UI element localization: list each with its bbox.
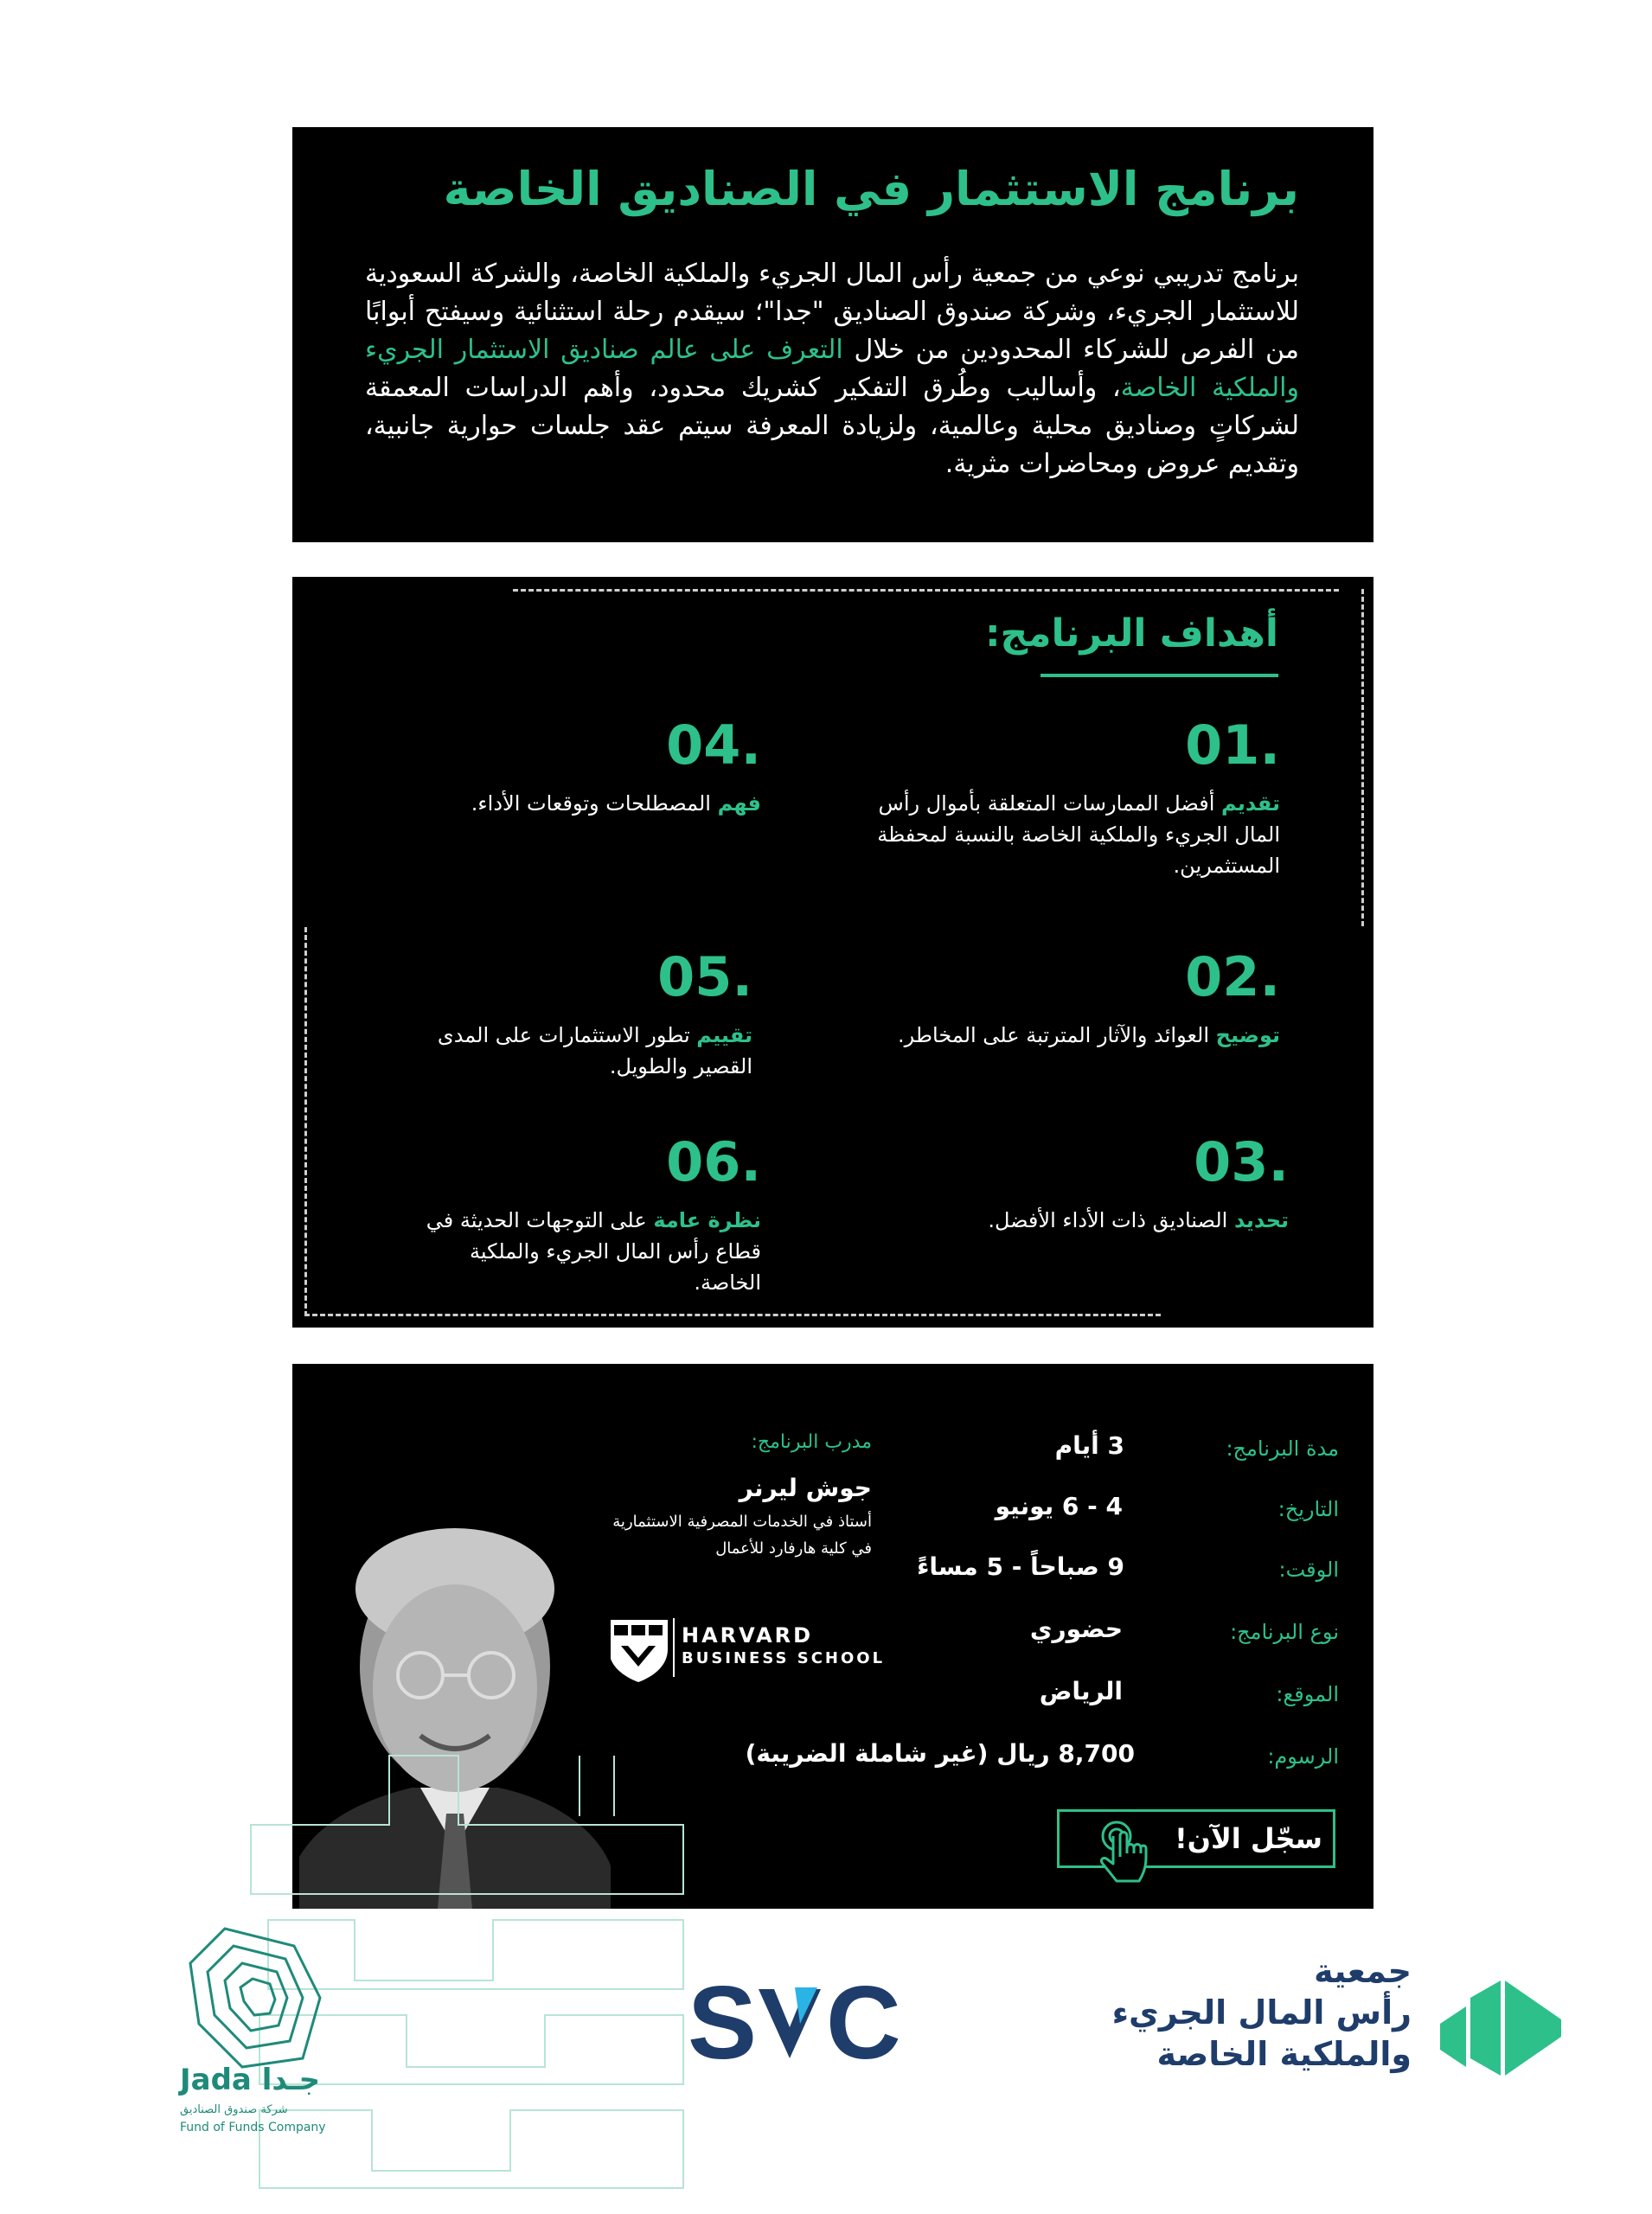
goal-item-05 xyxy=(407,947,752,1082)
detail-value: 4 - 6 يونيو xyxy=(995,1492,1123,1520)
goal-number: .06 xyxy=(666,1130,761,1193)
description-part-1: برنامج تدريبي نوعي من جمعية رأس المال الجريء والملكية الخاصة، والشركة السعودية للاستثمار الجريء، وشركة صندوق الصناديق "جدا"؛ سيقدم رحلة استثنائية وسيفتح أبوابًا من الفرص للشركاء المحدودين من خلال xyxy=(365,259,1299,365)
goal-text: توضيح العوائد والآثار المترتبة على المخاطر. xyxy=(898,1023,1280,1047)
goal-number: .01 xyxy=(1185,713,1280,777)
detail-row-duration xyxy=(967,1431,1339,1469)
jada-subtitle-en: Fund of Funds Company xyxy=(180,2121,326,2134)
jada-name: Jada جـدا xyxy=(180,2063,321,2097)
svg-text:C: C xyxy=(826,1972,901,2076)
goal-item-01 xyxy=(865,715,1280,881)
detail-label: الوقت: xyxy=(1278,1558,1339,1582)
goal-item-02 xyxy=(865,947,1280,1051)
detail-label: التاريخ: xyxy=(1277,1497,1339,1521)
goal-text: تقييم تطور الاستثمارات على المدى القصير والطويل. xyxy=(437,1023,752,1078)
hbs-subname: BUSINESS SCHOOL xyxy=(682,1649,886,1667)
harvard-shield-icon xyxy=(604,1615,673,1684)
svg-text:S: S xyxy=(688,1972,758,2076)
trainer-name: جوش ليرنر xyxy=(739,1474,872,1502)
svca-name: جمعية رأس المال الجريء والملكية الخاصة xyxy=(1111,1952,1412,2073)
detail-label: نوع البرنامج: xyxy=(1230,1620,1339,1644)
goal-text: فهم المصطلحات وتوقعات الأداء. xyxy=(471,791,761,816)
dashed-border-top xyxy=(513,589,1339,592)
hbs-divider xyxy=(673,1618,675,1677)
description-part-2: ، وأساليب وطُرق التفكير كشريك محدود، وأهم الدراسات المعمقة لشركاتٍ وصناديق محلية وعالمية، ولزيادة المعرفة سيتم عقد جلسات حوارية جانبية، وتقديم عروض ومحاضرات مثرية. xyxy=(365,373,1299,479)
program-description xyxy=(365,255,1299,483)
description-highlight: التعرف على عالم صناديق الاستثمار الجريء والملكية الخاصة xyxy=(365,335,1299,403)
detail-row-time xyxy=(917,1552,1339,1590)
detail-row-type xyxy=(967,1615,1339,1653)
intro-card xyxy=(292,127,1373,542)
goal-number: .03 xyxy=(1194,1130,1289,1193)
detail-label: مدة البرنامج: xyxy=(1226,1437,1339,1461)
goal-item-06 xyxy=(415,1132,761,1298)
goal-number: .02 xyxy=(1185,945,1280,1008)
dashed-border-right xyxy=(1361,589,1364,926)
goal-text: تحديد الصناديق ذات الأداء الأفضل. xyxy=(988,1208,1289,1232)
tap-hand-icon xyxy=(1094,1819,1153,1888)
trainer-label: مدرب البرنامج: xyxy=(751,1431,872,1453)
goals-card xyxy=(292,577,1373,1328)
goals-title: أهداف البرنامج: xyxy=(984,611,1278,656)
goal-number: .05 xyxy=(657,945,752,1008)
goal-item-03 xyxy=(874,1132,1289,1236)
detail-value: 3 أيام xyxy=(1054,1431,1124,1460)
detail-value: حضوري xyxy=(1029,1615,1123,1643)
goals-title-underline xyxy=(1041,674,1278,677)
goal-text: نظرة عامة على التوجهات الحديثة في قطاع رأس المال الجريء والملكية الخاصة. xyxy=(426,1208,761,1295)
register-now-button[interactable] xyxy=(1057,1809,1335,1868)
svca-logo xyxy=(1431,1972,1566,2084)
register-label: سجّل الآن! xyxy=(1175,1822,1322,1855)
hbs-name: HARVARD xyxy=(682,1623,814,1648)
detail-label: الرسوم: xyxy=(1267,1744,1339,1769)
goal-item-04 xyxy=(398,715,761,819)
jada-subtitle-ar: شركة صندوق الصناديق xyxy=(180,2103,288,2116)
harvard-business-school-logo xyxy=(604,1615,889,1684)
goal-number: .04 xyxy=(666,713,761,777)
detail-row-fees xyxy=(745,1739,1339,1777)
detail-value: 8,700 ريال (غير شاملة الضريبة) xyxy=(745,1739,1135,1768)
detail-row-location xyxy=(967,1677,1339,1715)
program-title: برنامج الاستثمار في الصناديق الخاصة xyxy=(443,162,1299,216)
goal-text: تقديم أفضل الممارسات المتعلقة بأموال رأس المال الجريء والملكية الخاصة بالنسبة لمحفظة المستثمرين. xyxy=(877,791,1280,878)
detail-label: الموقع: xyxy=(1276,1682,1339,1706)
detail-value: 9 صباحاً - 5 مساءً xyxy=(917,1552,1124,1581)
svc-logo xyxy=(688,1972,947,2076)
trainer-title: أستاذ في الخدمات المصرفية الاستثمارية في كلية هارفارد للأعمال xyxy=(612,1513,872,1558)
detail-value: الرياض xyxy=(1039,1677,1123,1705)
dashed-border-left xyxy=(304,927,307,1316)
dashed-border-bottom xyxy=(304,1314,1161,1316)
detail-row-date xyxy=(967,1492,1339,1530)
